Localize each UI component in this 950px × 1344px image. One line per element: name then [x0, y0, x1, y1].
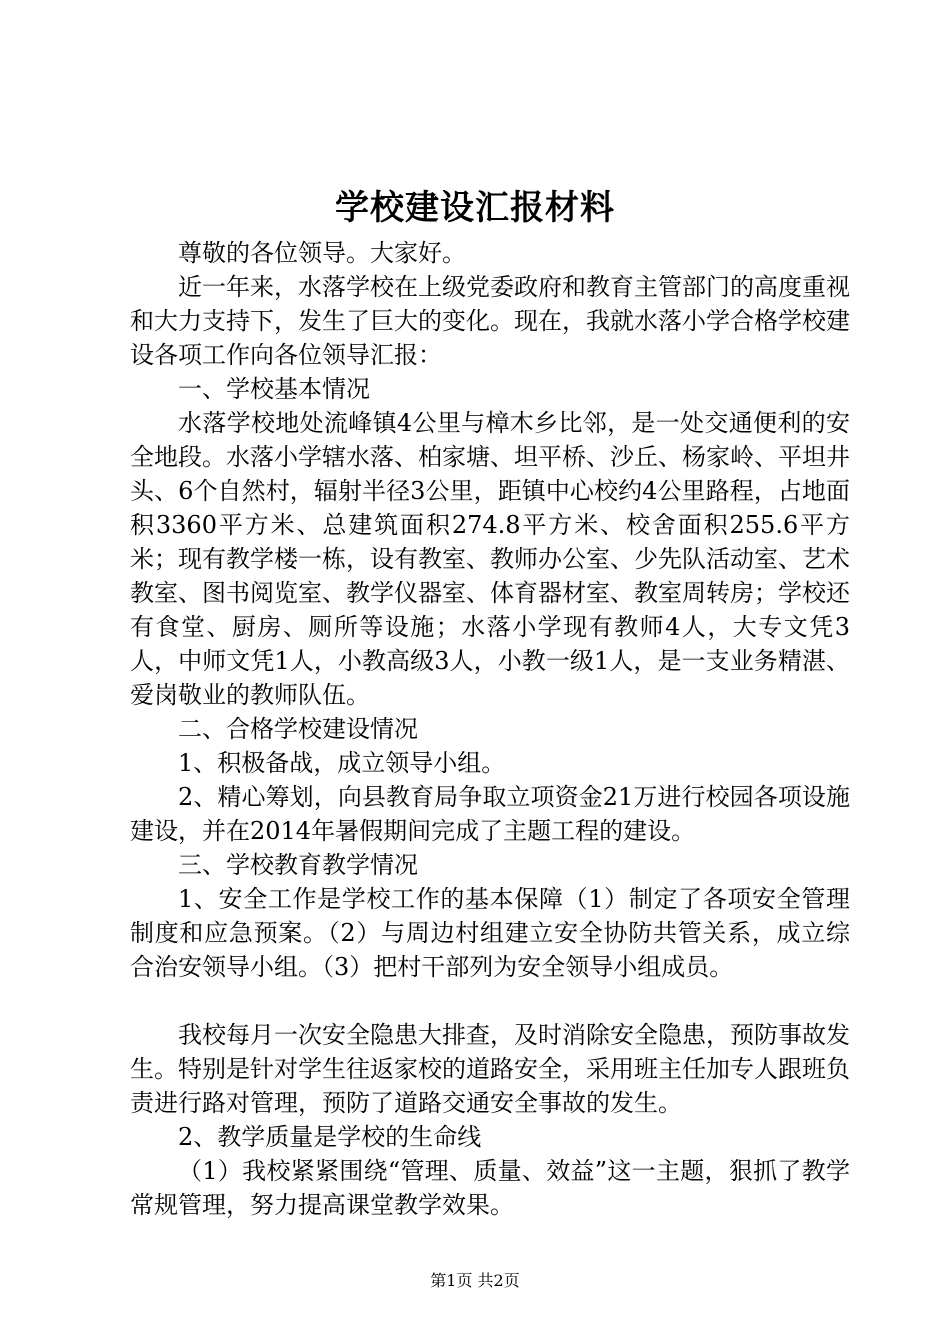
section-heading-basic-info: 一、学校基本情况 [178, 375, 370, 403]
paragraph-safety-inspection: 我校每月一次安全隐患大排查，及时消除安全隐患，预防事故发生。特别是针对学生往返家校的道路安全，采用班主任加专人跟班负责进行路对管理，预防了道路交通安全事故的发生。 [130, 1021, 850, 1117]
paragraph-construction-1: 1、积极备战，成立领导小组。 [178, 749, 506, 777]
paragraph-safety: 1、安全工作是学校工作的基本保障（1）制定了各项安全管理制度和应急预案。（2）与周边村组建立安全协防共管关系，成立综合治安领导小组。（3）把村干部列为安全领导小组成员。 [130, 885, 850, 981]
section-heading-construction: 二、合格学校建设情况 [178, 715, 418, 743]
paragraph-construction-2: 2、精心筹划，向县教育局争取立项资金21万进行校园各项设施建设，并在2014年暑假期间完成了主题工程的建设。 [130, 783, 850, 845]
paragraph-basic-info: 水落学校地处流峰镇4公里与樟木乡比邻，是一处交通便利的安全地段。水落小学辖水落、柏家塘、坦平桥、沙丘、杨家岭、平坦井头、6个自然村，辐射半径3公里，距镇中心校约4公里路程，占地面积3360平方米、总建筑面积274.8平方米、校舍面积255.6平方米；现有教学楼一栋，设有教室、教师办公室、少先队活动室、艺术教室、图书阅览室、教学仪器室、体育器材室、教室周转房；学校还有食堂、厨房、厕所等设施；水落小学现有教师4人，大专文凭3人，中师文凭1人，小教高级3人，小教一级1人，是一支业务精湛、爱岗敬业的教师队伍。 [130, 409, 850, 709]
paragraph-quality-heading: 2、教学质量是学校的生命线 [178, 1123, 482, 1151]
paragraph-intro: 近一年来，水落学校在上级党委政府和教育主管部门的高度重视和大力支持下，发生了巨大的变化。现在，我就水落小学合格学校建设各项工作向各位领导汇报： [130, 273, 850, 369]
paragraph-greeting: 尊敬的各位领导。大家好。 [178, 239, 466, 267]
page-footer: 第1页 共2页 [430, 1271, 520, 1290]
document-body [130, 236, 850, 1222]
section-heading-teaching: 三、学校教育教学情况 [178, 851, 418, 879]
paragraph-quality-1: （1）我校紧紧围绕“管理、质量、效益”这一主题，狠抓了教学常规管理，努力提高课堂教学效果。 [130, 1157, 850, 1219]
document-title: 学校建设汇报材料 [335, 188, 615, 228]
